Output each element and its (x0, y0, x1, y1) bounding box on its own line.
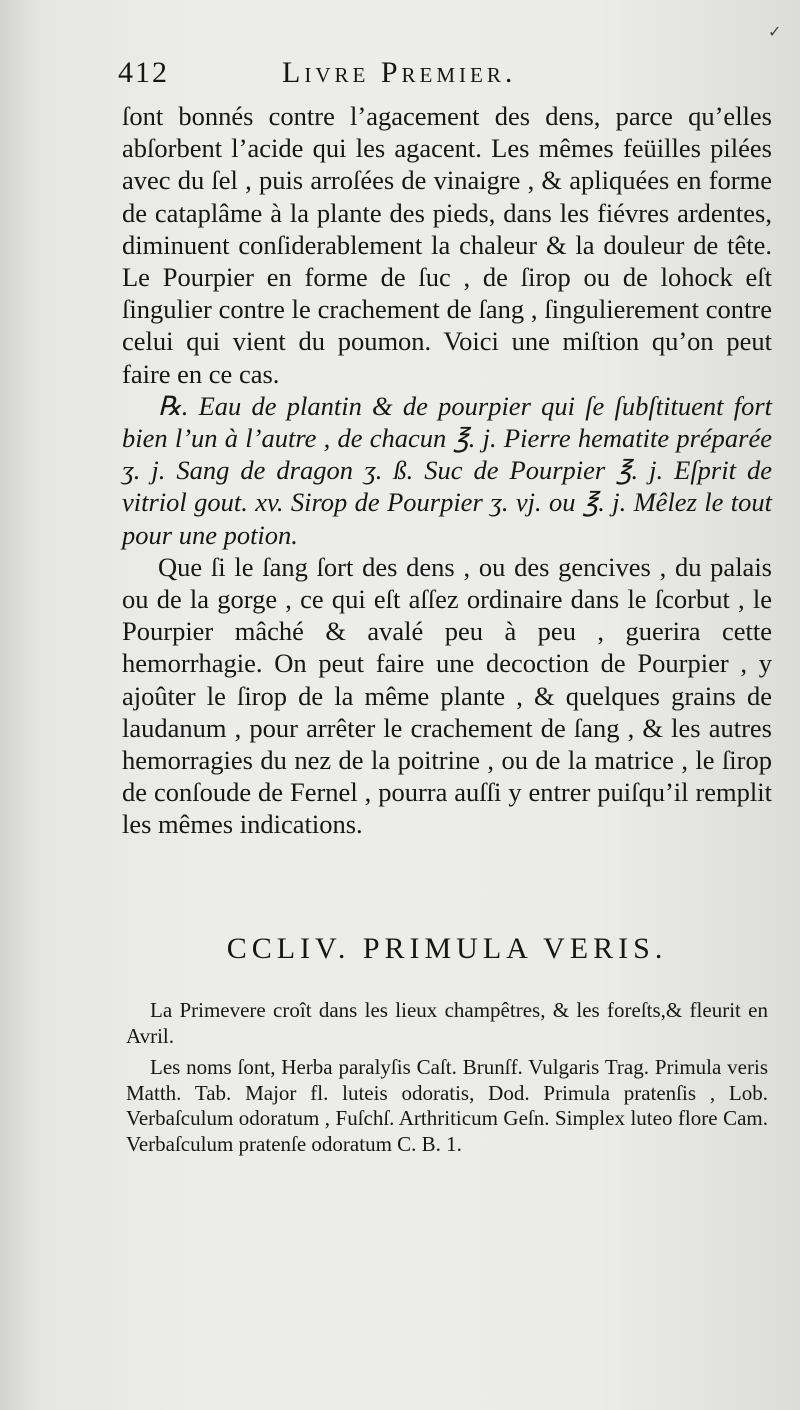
running-title: Livre Premier. (282, 56, 517, 89)
page-header (118, 56, 778, 96)
section-title: CCLIV. PRIMULA VERIS. (226, 932, 668, 965)
margin-mark: ✓ (768, 24, 782, 41)
paragraph: Que ſi le ſang ſort des dens , ou des gencives , du palais ou de la gorge , ce qui eſt aſſez ordinaire dans le ſcorbut , le Pourpier mâché & avalé peu à peu , guerira cette hemorrhagie. On peut faire une decoction de Pourpier , y ajoûter le ſirop de la même plante , & quelques grains de laudanum , pour arrêter le crachement de ſang , & les autres hemorragies du nez de la poitrine , ou de la matrice , le ſirop de conſoude de Fernel , pourra auſſi y entrer puiſqu’il remplit les mêmes indications. (122, 551, 772, 840)
paragraph: Les noms ſont, Herba paralyſis Caſt. Brunſf. Vulgaris Trag. Primula veris Matth. Tab. Major fl. luteis odoratis, Dod. Primula pratenſis , Lob. Verbaſculum odoratum , Fuſchſ. Arthriticum Geſn. Simplex luteo flore Cam. Verbaſculum pratenſe odoratum C. B. 1. (126, 1055, 768, 1156)
section-text (126, 998, 768, 1157)
page-number: 412 (118, 56, 169, 89)
paragraph: ſont bonnés contre l’agacement des dens, parce qu’elles abſorbent l’acide qui les agacent. Les mêmes feüilles pilées avec du ſel , puis arroſées de vinaigre , & apliquées en forme de cataplâme à la plante des pieds, dans les fiévres ardentes, diminuent conſiderablement la chaleur & la douleur de tête. Le Pourpier en forme de ſuc , de ſirop ou de lohock eſt ſingulier contre le crachement de ſang , ſingulierement contre celui qui vient du poumon. Voici une miſtion qu’on peut faire en ce cas. (122, 101, 772, 389)
recipe-paragraph: ℞. Eau de plantin & de pourpier qui ſe ſubſtituent fort bien l’un à l’autre , de chacun ℥. j. Pierre hematite préparée ʒ. j. Sang de dragon ʒ. ß. Suc de Pourpier ℥. j. Eſprit de vitriol gout. xv. Sirop de Pourpier ʒ. vj. ou ℥. j. Mêlez le tout pour une potion. (122, 390, 772, 550)
main-text (122, 100, 772, 841)
paragraph: La Primevere croît dans les lieux champêtres, & les foreſts,& fleurit en Avril. (126, 998, 768, 1048)
